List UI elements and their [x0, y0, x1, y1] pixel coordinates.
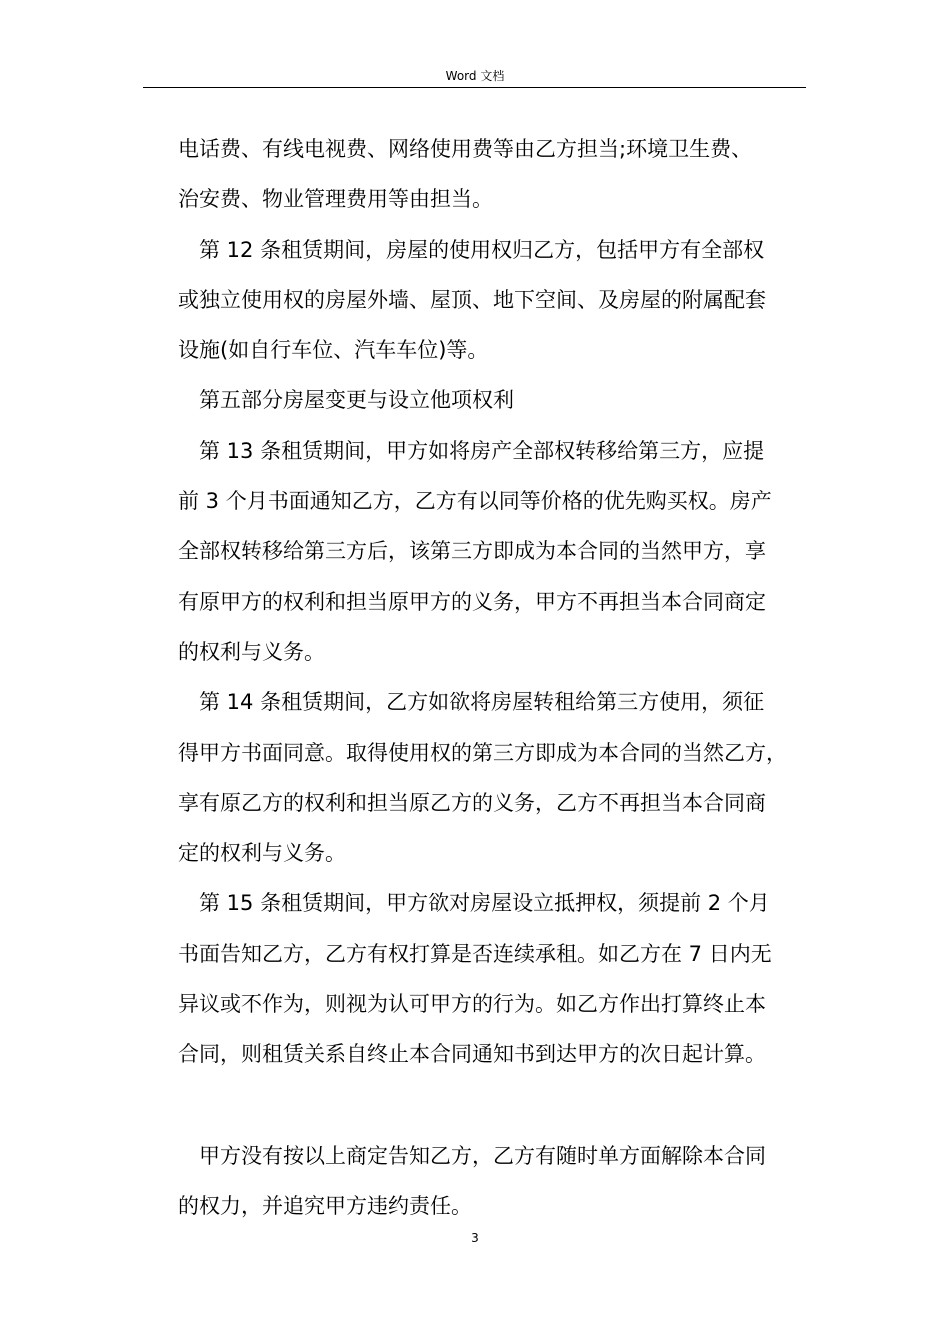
paragraph-start: 甲方没有按以上商定告知乙方，乙方有随时单方面解除本合同 — [199, 1143, 766, 1168]
section-heading: 第五部分房屋变更与设立他项权利 — [199, 388, 514, 413]
text-line: 定的权利与义务。 — [178, 841, 346, 866]
text-line: 前 3 个月书面通知乙方，乙方有以同等价格的优先购买权。房产 — [178, 489, 772, 514]
text-line: 合同，则租赁关系自终止本合同通知书到达甲方的次日起计算。 — [178, 1042, 766, 1067]
text-line: 电话费、有线电视费、网络使用费等由乙方担当;环境卫生费、 — [178, 137, 753, 161]
text-line: 得甲方书面同意。取得使用权的第三方即成为本合同的当然乙方， — [178, 740, 787, 765]
text-line: 的权利与义务。 — [178, 639, 325, 664]
clause-13-start: 第 13 条租赁期间，甲方如将房产全部权转移给第三方，应提 — [199, 438, 765, 463]
page-header-title: Word 文档 — [445, 69, 505, 83]
clause-12-start: 第 12 条租赁期间，房屋的使用权归乙方，包括甲方有全部权 — [199, 237, 765, 262]
header-divider — [143, 87, 806, 88]
document-body — [178, 131, 818, 1238]
text-line: 的权力，并追究甲方违约责任。 — [178, 1193, 472, 1218]
text-line: 有原甲方的权利和担当原甲方的义务，甲方不再担当本合同商定 — [178, 589, 766, 614]
paragraph-gap — [178, 1087, 818, 1138]
clause-14-start: 第 14 条租赁期间，乙方如欲将房屋转租给第三方使用，须征 — [199, 690, 765, 715]
text-line: 或独立使用权的房屋外墙、屋顶、地下空间、及房屋的附属配套 — [178, 287, 766, 312]
text-line: 享有原乙方的权利和担当原乙方的义务，乙方不再担当本合同商 — [178, 790, 766, 815]
text-line: 书面告知乙方，乙方有权打算是否连续承租。如乙方在 7 日内无 — [178, 941, 772, 966]
clause-15-start: 第 15 条租赁期间，甲方欲对房屋设立抵押权，须提前 2 个月 — [199, 891, 770, 916]
text-line: 治安费、物业管理费用等由担当。 — [178, 187, 493, 212]
page-number: 3 — [471, 1231, 479, 1245]
text-line: 设施(如自行车位、汽车车位)等。 — [178, 338, 489, 363]
text-line: 全部权转移给第三方后，该第三方即成为本合同的当然甲方，享 — [178, 539, 766, 564]
text-line: 异议或不作为，则视为认可甲方的行为。如乙方作出打算终止本 — [178, 992, 766, 1017]
